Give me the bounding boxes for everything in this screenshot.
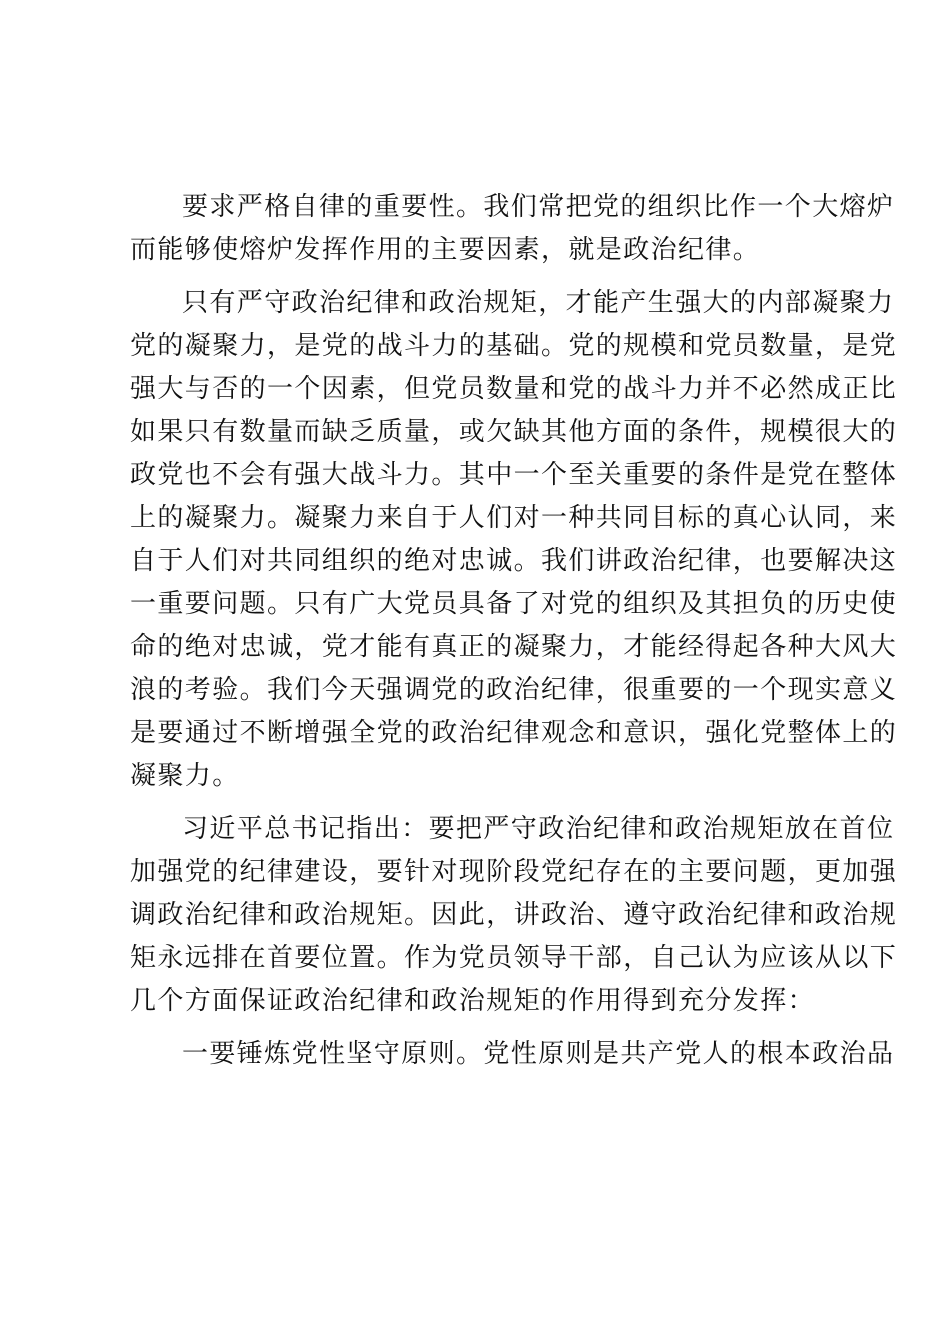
paragraph-line: 习近平总书记指出：要把严守政治纪律和政治规矩放在首位	[182, 814, 895, 844]
paragraph-line: 党的凝聚力，是党的战斗力的基础。党的规模和党员数量，是党	[130, 331, 898, 361]
paragraph-line: 如果只有数量而缺乏质量，或欠缺其他方面的条件，规模很大的	[130, 417, 898, 447]
paragraph-line: 强大与否的一个因素，但党员数量和党的战斗力并不必然成正比	[130, 374, 898, 404]
paragraph-line: 浪的考验。我们今天强调党的政治纪律，很重要的一个现实意义	[130, 675, 898, 705]
paragraph-3	[130, 808, 898, 1023]
paragraph-line: 政党也不会有强大战斗力。其中一个至关重要的条件是党在整体	[130, 460, 898, 490]
paragraph-line: 是要通过不断增强全党的政治纪律观念和意识，强化党整体上的	[130, 718, 898, 748]
document-body	[130, 186, 898, 1076]
paragraph-1	[130, 186, 895, 272]
paragraph-line: 凝聚力。	[130, 761, 240, 791]
paragraph-line: 几个方面保证政治纪律和政治规矩的作用得到充分发挥：	[130, 986, 816, 1016]
paragraph-line: 命的绝对忠诚，党才能有真正的凝聚力，才能经得起各种大风大	[130, 632, 898, 662]
paragraph-line: 要求严格自律的重要性。我们常把党的组织比作一个大熔炉	[182, 192, 895, 222]
paragraph-4	[130, 1033, 895, 1076]
paragraph-line: 只有严守政治纪律和政治规矩，才能产生强大的内部凝聚力	[182, 288, 895, 318]
paragraph-line: 上的凝聚力。凝聚力来自于人们对一种共同目标的真心认同，来	[130, 503, 898, 533]
paragraph-line: 调政治纪律和政治规矩。因此，讲政治、遵守政治纪律和政治规	[130, 900, 898, 930]
paragraph-2	[130, 282, 898, 798]
paragraph-line: 而能够使熔炉发挥作用的主要因素，就是政治纪律。	[130, 235, 761, 265]
paragraph-line: 一要锤炼党性坚守原则。党性原则是共产党人的根本政治品	[182, 1039, 895, 1069]
paragraph-line: 自于人们对共同组织的绝对忠诚。我们讲政治纪律，也要解决这	[130, 546, 898, 576]
paragraph-line: 矩永远排在首要位置。作为党员领导干部，自己认为应该从以下	[130, 943, 898, 973]
paragraph-line: 一重要问题。只有广大党员具备了对党的组织及其担负的历史使	[130, 589, 898, 619]
paragraph-line: 加强党的纪律建设，要针对现阶段党纪存在的主要问题，更加强	[130, 857, 898, 887]
